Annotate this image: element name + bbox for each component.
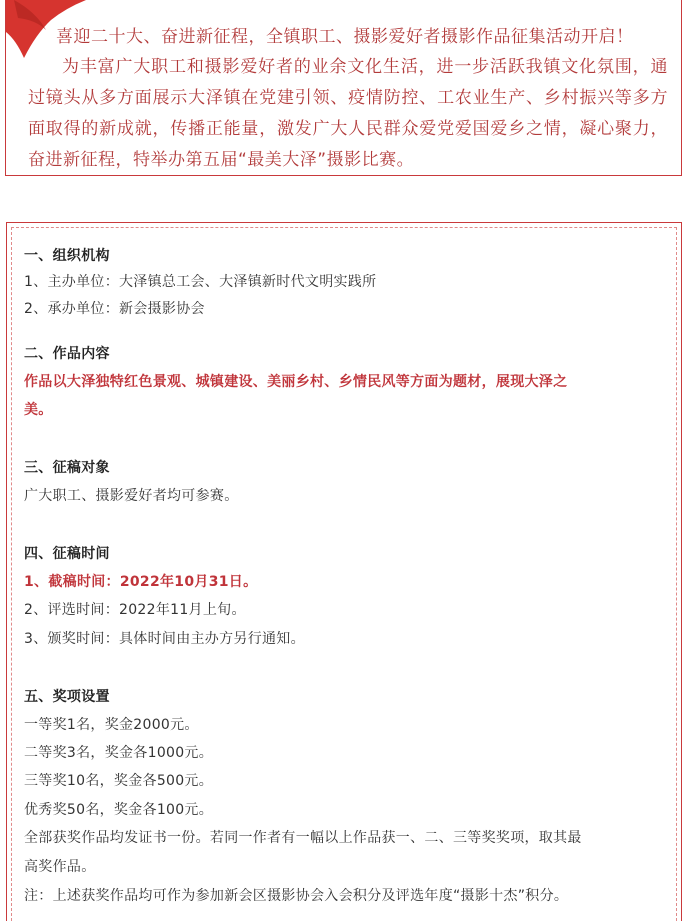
intro-paragraph: 为丰富广大职工和摄影爱好者的业余文化生活，进一步活跃我镇文化氛围，通过镜头从多方面展示大泽镇在党建引领、疫情防控、工农业生产、乡村振兴等多方面取得的新成就，传播正能量，激发广大人民群众爱党爱国爱乡之情，凝心聚力，奋进新征程，特举办第五届“最美大泽”摄影比赛。 — [28, 57, 668, 170]
prize-second: 二等奖3名，奖金各1000元。 — [24, 745, 214, 761]
deadline-prefix: 1、 — [24, 574, 49, 590]
prize-third: 三等奖10名，奖金各500元。 — [24, 773, 214, 789]
deadline-text: 截稿时间：2022年10月31日。 — [48, 574, 258, 590]
intro-box — [5, 0, 682, 176]
intro-headline: 喜迎二十大、奋进新征程，全镇职工、摄影爱好者摄影作品征集活动开启！ — [56, 27, 634, 47]
org-host: 1、主办单位：大泽镇总工会、大泽镇新时代文明实践所 — [24, 274, 377, 290]
deadline-line — [24, 571, 257, 591]
content-text-line2: 美。 — [24, 402, 53, 418]
section-time-heading: 四、征稿时间 — [24, 546, 110, 562]
selection-time: 2、评选时间：2022年11月上旬。 — [24, 602, 246, 618]
section-prizes-heading: 五、奖项设置 — [24, 689, 110, 705]
org-organizer: 2、承办单位：新会摄影协会 — [24, 301, 205, 317]
section-org-heading: 一、组织机构 — [24, 248, 110, 264]
prizes-note: 注：上述获奖作品均可作为参加新会区摄影协会入会积分及评选年度“摄影十杰”积分。 — [24, 888, 569, 904]
certificate-line1: 全部获奖作品均发证书一份。若同一作者有一幅以上作品获一、二、三等奖奖项，取其最 — [24, 830, 582, 846]
prize-excellent: 优秀奖50名，奖金各100元。 — [24, 802, 214, 818]
details-box — [6, 222, 682, 921]
award-time: 3、颁奖时间：具体时间由主办方另行通知。 — [24, 631, 305, 647]
target-text: 广大职工、摄影爱好者均可参赛。 — [24, 488, 239, 504]
section-content-heading: 二、作品内容 — [24, 346, 110, 362]
certificate-line2: 高奖作品。 — [24, 859, 96, 875]
prize-first: 一等奖1名，奖金2000元。 — [24, 717, 199, 733]
content-text-line1: 作品以大泽独特红色景观、城镇建设、美丽乡村、乡情民风等方面为题材，展现大泽之 — [24, 374, 568, 390]
section-target-heading: 三、征稿对象 — [24, 460, 110, 476]
